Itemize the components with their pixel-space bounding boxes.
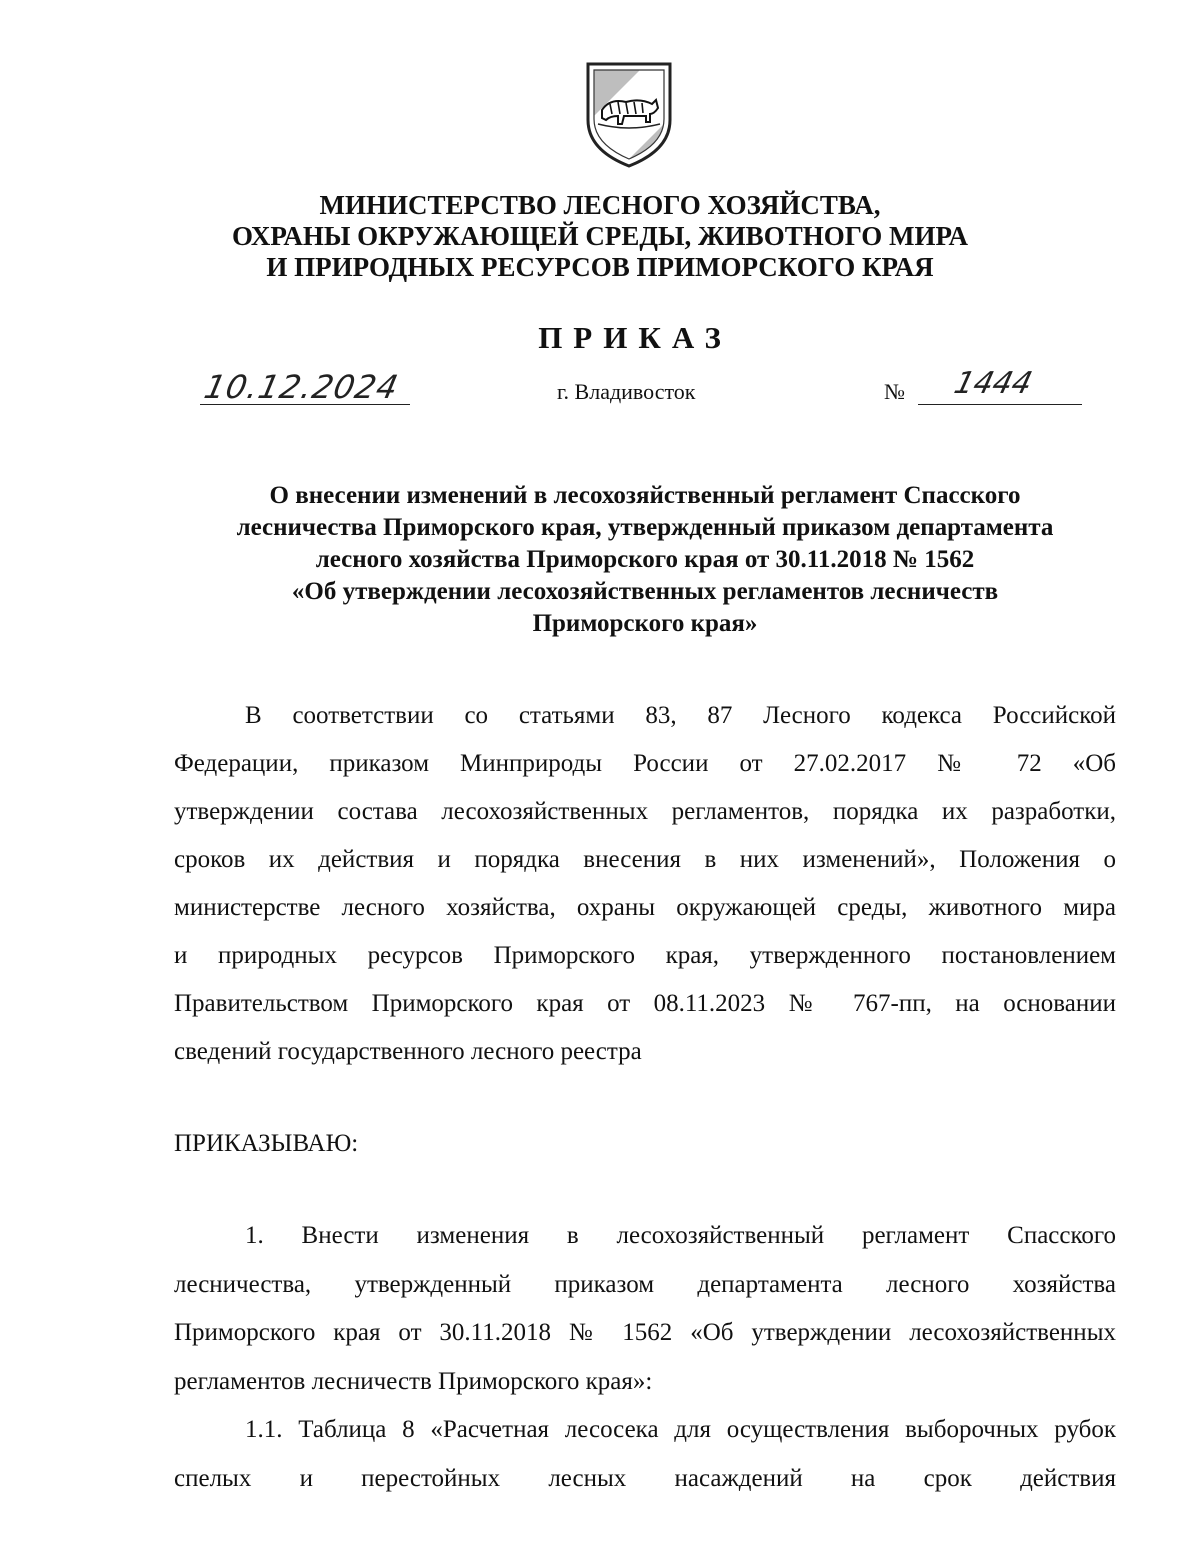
- order-directive: ПРИКАЗЫВАЮ:: [174, 1130, 359, 1157]
- coat-of-arms: [580, 58, 678, 170]
- subject-line: Приморского края»: [532, 610, 758, 637]
- ministry-line: ОХРАНЫ ОКРУЖАЮЩЕЙ СРЕДЫ, ЖИВОТНОГО МИРА: [231, 221, 968, 251]
- item-line: 1. Внести изменения в лесохозяйственный регламент Спасского: [245, 1222, 1116, 1249]
- body-line: Федерации, приказом Минприроды России от 27.02.2017 № 72 «Об: [174, 750, 1116, 777]
- document-type: ПРИКАЗ: [538, 320, 732, 355]
- ministry-name: [150, 190, 1050, 283]
- order-subject: [150, 480, 1140, 640]
- body-line: министерстве лесного хозяйства, охраны окружающей среды, животного мира: [174, 894, 1116, 921]
- body-line: Правительством Приморского края от 08.11.2023 № 767-пп, на основании: [174, 990, 1116, 1017]
- primorsky-krai-coat-of-arms-icon: [580, 58, 678, 170]
- body-line: утверждении состава лесохозяйственных регламентов, порядка их разработки,: [174, 798, 1116, 825]
- preamble-paragraph: [174, 692, 1116, 1076]
- item-line: Приморского края от 30.11.2018 № 1562 «Об утверждении лесохозяйственных: [174, 1319, 1116, 1346]
- item-line: лесничества, утвержденный приказом департамента лесного хозяйства: [174, 1270, 1116, 1298]
- date-underline: [200, 404, 410, 405]
- body-line: сведений государственного лесного реестра: [174, 1038, 642, 1065]
- handwritten-number: 1444: [950, 366, 1036, 401]
- item-line: 1.1. Таблица 8 «Расчетная лесосека для осуществления выборочных рубок: [245, 1416, 1116, 1443]
- order-item-1: [174, 1212, 1116, 1503]
- item-line: спелых и перестойных лесных насаждений на срок действия: [174, 1464, 1116, 1492]
- number-underline: [918, 404, 1082, 405]
- number-sign: №: [884, 379, 905, 404]
- city: г. Владивосток: [557, 379, 696, 404]
- subject-line: лесничества Приморского края, утвержденный приказом департамента: [236, 514, 1054, 541]
- subject-line: О внесении изменений в лесохозяйственный регламент Спасского: [269, 482, 1021, 509]
- body-line: В соответствии со статьями 83, 87 Лесного кодекса Российской: [245, 702, 1116, 729]
- ministry-line: И ПРИРОДНЫХ РЕСУРСОВ ПРИМОРСКОГО КРАЯ: [266, 252, 934, 282]
- body-line: и природных ресурсов Приморского края, утвержденного постановлением: [174, 942, 1116, 969]
- ministry-line: МИНИСТЕРСТВО ЛЕСНОГО ХОЗЯЙСТВА,: [319, 190, 881, 220]
- subject-line: «Об утверждении лесохозяйственных регламентов лесничеств: [291, 578, 999, 605]
- handwritten-date: 10.12.2024: [200, 368, 403, 406]
- item-line: регламентов лесничеств Приморского края»:: [174, 1367, 653, 1395]
- body-line: сроков их действия и порядка внесения в них изменений», Положения о: [174, 846, 1116, 873]
- subject-line: лесного хозяйства Приморского края от 30.11.2018 № 1562: [315, 546, 975, 573]
